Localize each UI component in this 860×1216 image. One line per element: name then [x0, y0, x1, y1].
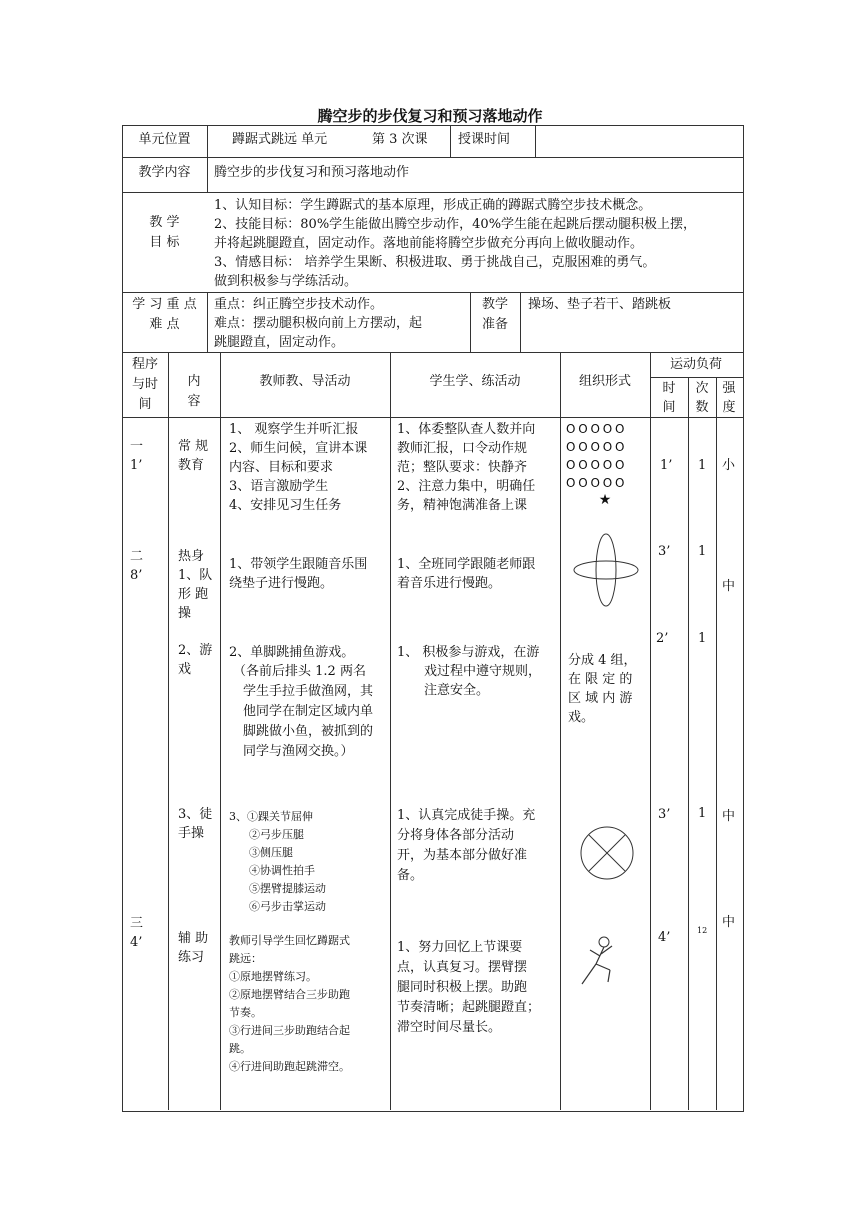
load-intensity: 中 — [722, 809, 736, 824]
goals-label-1: 教 学 — [149, 215, 180, 230]
teaching-content-label: 教学内容 — [138, 165, 191, 180]
content-label-2: 教育 — [178, 458, 205, 473]
stage-number: 二 — [130, 549, 144, 564]
header-time: 时 — [662, 381, 676, 396]
load-intensity: 中 — [722, 915, 736, 930]
load-time: 1’ — [660, 458, 673, 473]
teacher-line: 脚跳做小鱼，被抓到的 — [243, 724, 374, 739]
header-intensity-2: 度 — [722, 400, 736, 415]
load-time: 3’ — [658, 544, 671, 559]
unit-position-label: 单元位置 — [138, 132, 191, 147]
lesson-number: 第 3 次课 — [372, 132, 428, 147]
keypoints-label-1: 学 习 重 点 — [132, 297, 197, 312]
teacher-line: 4、安排见习生任务 — [229, 498, 342, 513]
content-label: 2、游 — [178, 643, 213, 658]
keypoints-label-2: 难 点 — [149, 317, 180, 332]
student-line: 戏过程中遵守规则， — [424, 664, 542, 679]
formation-row: O O O O O — [566, 440, 624, 454]
goals-label-2: 目 标 — [149, 235, 180, 250]
student-line: 滞空时间尽量长。 — [397, 1020, 502, 1035]
teacher-line: 2、单脚跳捕鱼游戏。 — [229, 645, 355, 660]
student-line: 腿同时积极上摆。助跑 — [397, 980, 528, 995]
student-line: 节奏清晰；起跳腿蹬直； — [397, 1000, 541, 1015]
student-line: 着音乐进行慢跑。 — [397, 576, 502, 591]
header-teacher: 教师教、导活动 — [259, 374, 351, 389]
teacher-line: ②弓步压腿 — [249, 828, 304, 841]
load-time: 3’ — [658, 807, 671, 822]
header-content-2: 容 — [187, 394, 201, 409]
stage-time: 8’ — [130, 568, 143, 583]
load-count: 1 — [698, 806, 707, 821]
header-program: 程序 — [131, 357, 158, 372]
load-count: 1 — [698, 458, 707, 473]
student-line: 开，为基本部分做好准 — [397, 848, 528, 863]
load-count: 1 — [698, 544, 707, 559]
teacher-line: ④协调性拍手 — [249, 864, 315, 877]
formation-row: O O O O O — [566, 458, 624, 472]
student-line: 2、注意力集中，明确任 — [397, 479, 536, 494]
content-label: 练习 — [178, 950, 205, 965]
student-line: 范；整队要求：快静齐 — [397, 460, 528, 475]
header-program-2: 与时 — [131, 377, 158, 392]
teacher-line: 跳。 — [229, 1042, 251, 1055]
teacher-line: ③侧压腿 — [249, 846, 293, 859]
unit-name: 蹲踞式跳远 单元 — [232, 132, 328, 147]
header-count: 次 — [695, 381, 709, 396]
student-line: 1、全班同学跟随老师跟 — [397, 557, 536, 572]
teacher-star-icon: ★ — [598, 492, 612, 508]
keypoint-line: 跳腿蹬直，固定动作。 — [214, 335, 345, 350]
load-intensity: 小 — [722, 458, 736, 473]
stage-time: 1’ — [130, 458, 143, 473]
goal-line: 2、技能目标：80%学生能做出腾空步动作，40%学生能在起跳后摆动腿积极上摆， — [214, 217, 697, 232]
content-label: 热身 — [178, 549, 205, 564]
teaching-content-value: 腾空步的步伐复习和预习落地动作 — [214, 165, 410, 180]
header-intensity: 强 — [722, 381, 736, 396]
content-label: 操 — [178, 606, 192, 621]
header-program-3: 间 — [138, 397, 152, 412]
student-line: 分将身体各部分活动 — [397, 828, 515, 843]
teacher-line: 1、 观察学生并听汇报 — [229, 422, 359, 437]
content-label: 3、徒 — [178, 807, 213, 822]
teacher-line: 3、语言激励学生 — [229, 479, 329, 494]
goal-line: 并将起跳腿蹬直，固定动作。落地前能将腾空步做充分再向上做收腿动作。 — [214, 236, 644, 251]
formation-note: 区 域 内 游 — [568, 691, 633, 706]
header-organization: 组织形式 — [578, 374, 631, 389]
teacher-line: ⑥弓步击掌运动 — [249, 900, 326, 913]
formation-note: 戏。 — [568, 710, 595, 725]
content-label: 辅 助 — [178, 931, 209, 946]
header-time-2: 间 — [662, 400, 676, 415]
content-label: 1、队 — [178, 568, 213, 583]
prep-label-1: 教学 — [481, 297, 508, 312]
teacher-line: 教师引导学生回忆蹲踞式 — [229, 934, 350, 947]
teacher-line: ②原地摆臂结合三步助跑 — [229, 988, 350, 1001]
stage-number: 一 — [130, 439, 144, 454]
teacher-line: 3、①踝关节屈伸 — [229, 810, 313, 823]
header-count-2: 数 — [695, 400, 709, 415]
teacher-line: 跳远： — [229, 952, 262, 965]
student-line: 务，精神饱满准备上课 — [397, 498, 528, 513]
jumper-figure-icon — [578, 934, 628, 986]
content-label: 形 跑 — [178, 587, 209, 602]
header-student: 学生学、练活动 — [429, 374, 521, 389]
load-count: 1 — [698, 631, 707, 646]
teacher-line: 他同学在制定区域内单 — [243, 704, 374, 719]
content-label: 戏 — [178, 662, 192, 677]
load-intensity: 中 — [722, 579, 736, 594]
stage-time: 4’ — [130, 935, 143, 950]
load-count: 12 — [697, 926, 708, 935]
teacher-line: ⑤摆臂提膝运动 — [249, 882, 326, 895]
stage-number: 三 — [130, 916, 144, 931]
teacher-line: ④行进间助跑起跳滞空。 — [229, 1060, 350, 1073]
teacher-line: 学生手拉手做渔网，其 — [243, 684, 374, 699]
teacher-line: （各前后排头 1.2 两名 — [233, 664, 366, 679]
student-line: 1、认真完成徒手操。充 — [397, 808, 536, 823]
header-load: 运动负荷 — [669, 357, 722, 372]
student-line: 1、 积极参与游戏，在游 — [397, 645, 540, 660]
formation-note: 在 限 定 的 — [568, 672, 633, 687]
teacher-line: 2、师生问候，宣讲本课 — [229, 441, 368, 456]
teacher-line: 绕垫子进行慢跑。 — [229, 576, 334, 591]
student-line: 1、体委整队查人数并向 — [397, 422, 536, 437]
teacher-line: 同学与渔网交换。） — [243, 744, 354, 759]
formation-row: O O O O O — [566, 476, 624, 490]
header-content: 内 — [187, 374, 201, 389]
teacher-line: 内容、目标和要求 — [229, 460, 334, 475]
student-line: 教师汇报，口令动作规 — [397, 441, 528, 456]
formation-row: O O O O O — [566, 422, 624, 436]
student-line: 1、努力回忆上节课要 — [397, 940, 523, 955]
keypoint-line: 重点：纠正腾空步技术动作。 — [214, 297, 384, 312]
cross-ellipse-diagram — [570, 530, 642, 610]
goal-line: 做到积极参与学练活动。 — [214, 274, 358, 289]
content-label: 常 规 — [178, 439, 209, 454]
teacher-line: ③行进间三步助跑结合起 — [229, 1024, 350, 1037]
page-title: 腾空步的步伐复习和预习落地动作 — [317, 107, 543, 125]
formation-note: 分成 4 组， — [568, 653, 637, 668]
class-time-label: 授课时间 — [458, 132, 511, 147]
student-line: 备。 — [397, 868, 424, 883]
load-time: 4’ — [658, 930, 671, 945]
student-line: 注意安全。 — [424, 683, 490, 698]
teacher-line: 1、带领学生跟随音乐围 — [229, 557, 368, 572]
teacher-line: ①原地摆臂练习。 — [229, 970, 317, 983]
crossed-circle-diagram — [578, 824, 636, 882]
goal-line: 1、认知目标：学生蹲踞式的基本原理，形成正确的蹲踞式腾空步技术概念。 — [214, 198, 652, 213]
load-time: 2’ — [656, 631, 669, 646]
prep-value: 操场、垫子若干、踏跳板 — [528, 297, 672, 312]
teacher-line: 节奏。 — [229, 1006, 262, 1019]
keypoint-line: 难点：摆动腿积极向前上方摆动，起 — [214, 316, 423, 331]
goal-line: 3、情感目标： 培养学生果断、积极进取、勇于挑战自己，克服困难的勇气。 — [214, 255, 656, 270]
prep-label-2: 准备 — [481, 317, 508, 332]
student-line: 点，认真复习。摆臂摆 — [397, 960, 528, 975]
content-label: 手操 — [178, 826, 205, 841]
